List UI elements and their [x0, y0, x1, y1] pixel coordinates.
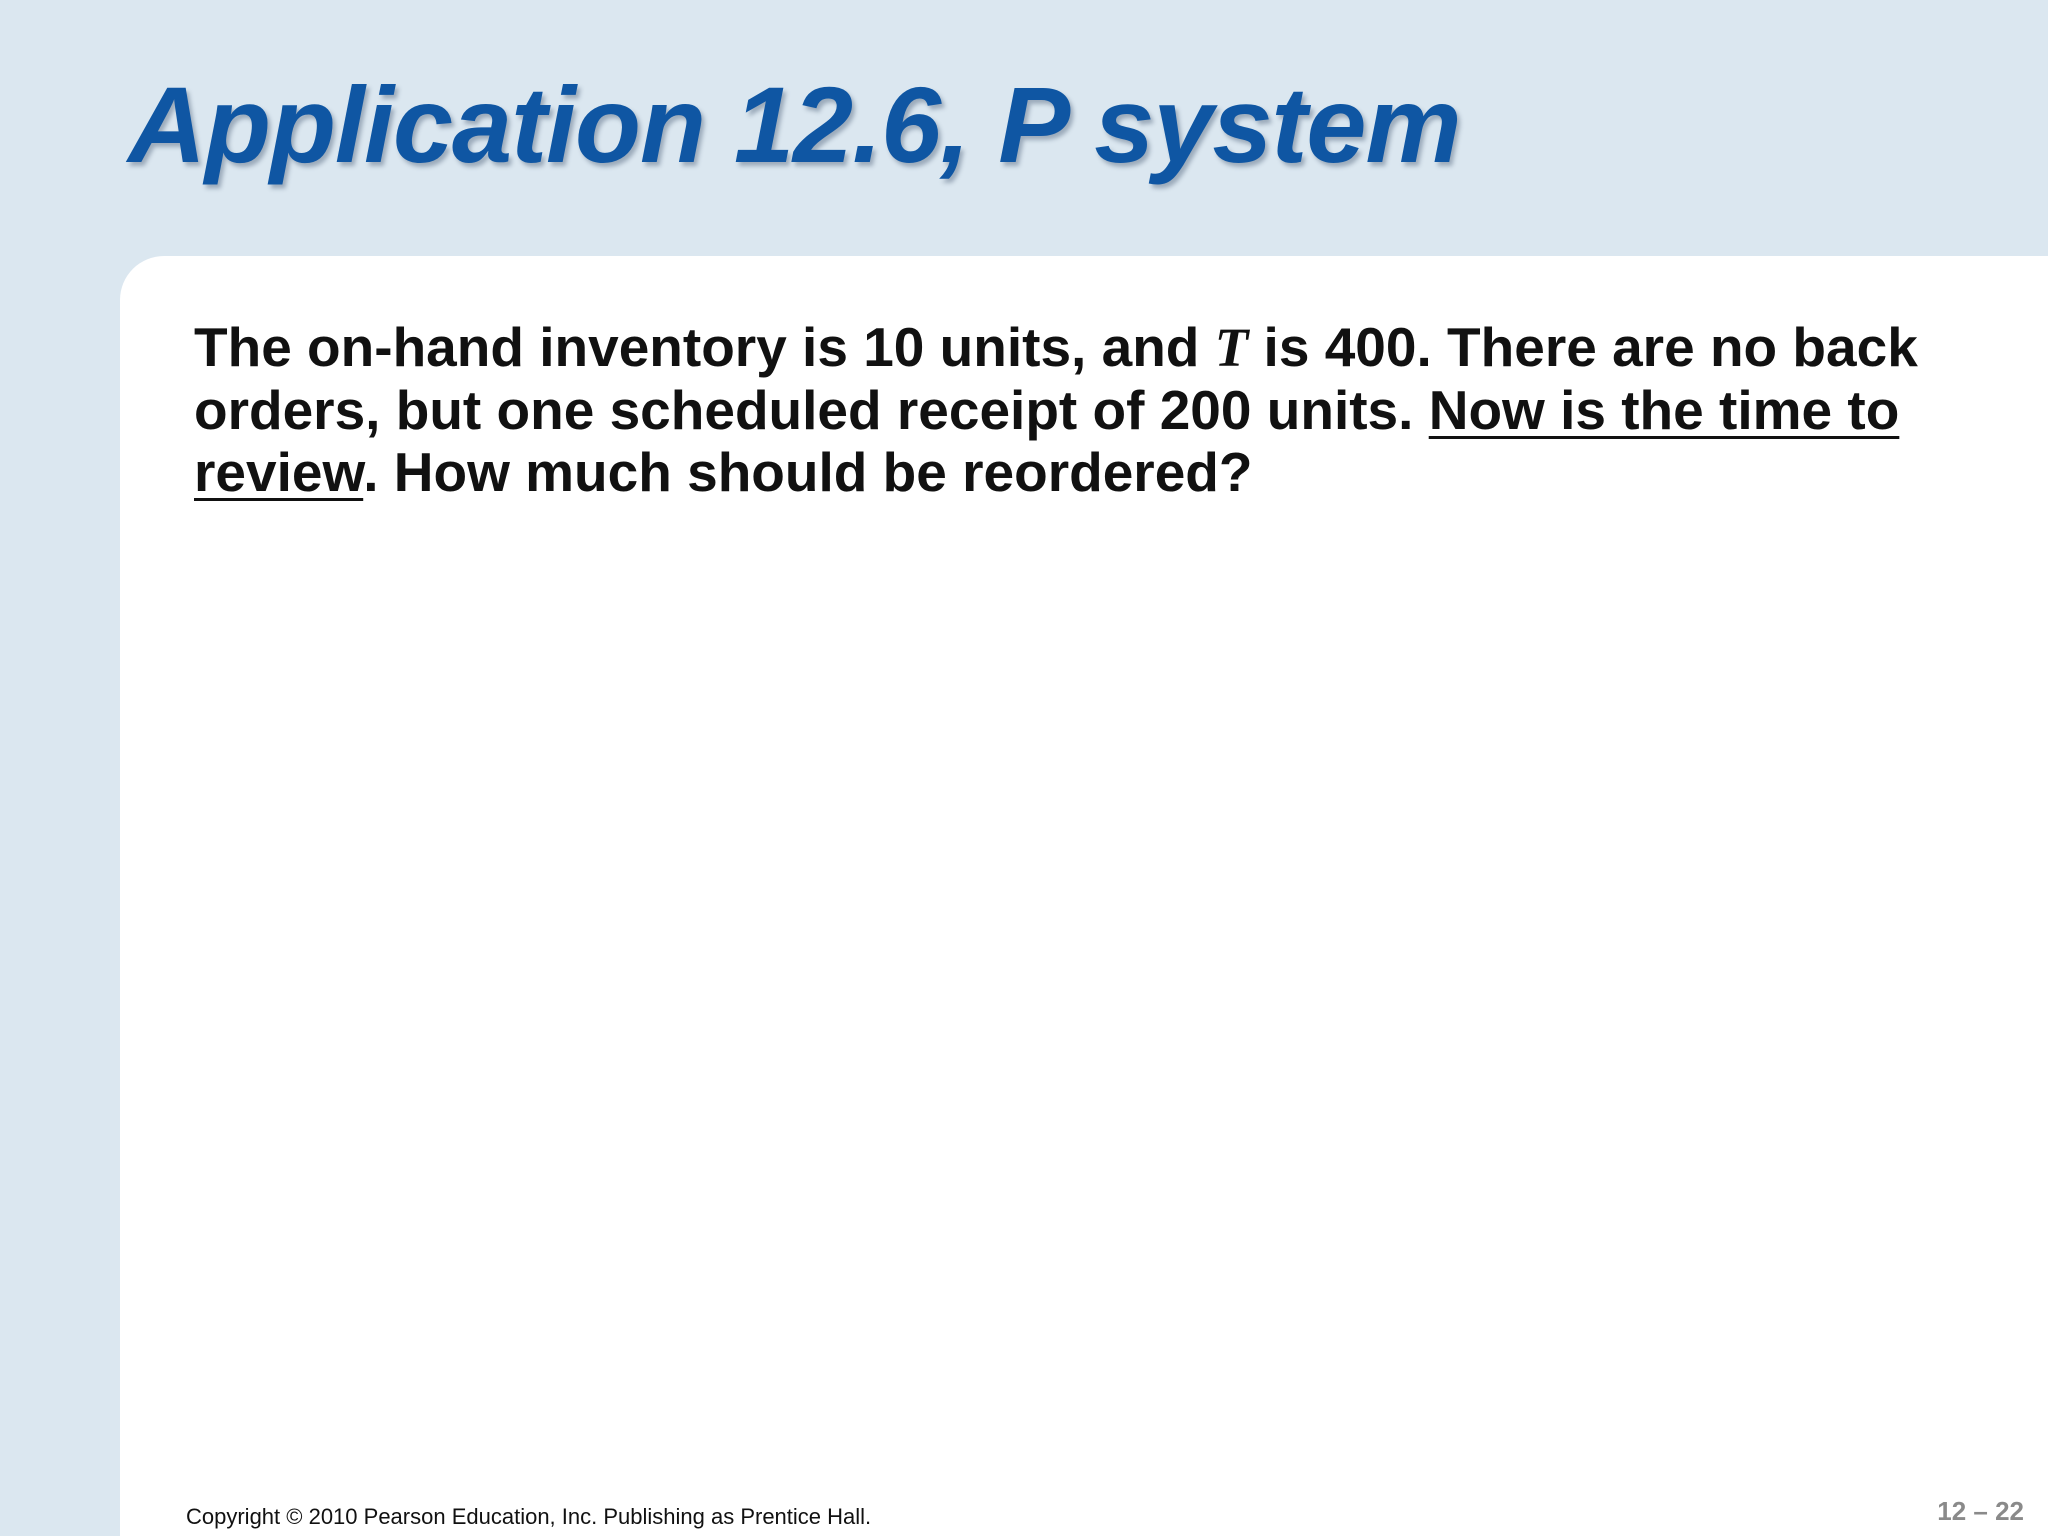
page-number: 12 – 22 [1937, 1496, 2024, 1526]
problem-text-part-3: . How much should be reordered? [363, 441, 1253, 503]
copyright-notice: Copyright © 2010 Pearson Education, Inc. Publishing as Prentice Hall. [186, 1504, 872, 1529]
problem-text-part-2: is 400. There are no back orders, but one scheduled receipt of 200 units. [194, 316, 1918, 441]
problem-statement [194, 316, 1954, 503]
underlined-review-phrase: Now is the time to review [194, 379, 1900, 503]
problem-text-part-1: The on-hand inventory is 10 units, and [194, 316, 1215, 378]
variable-t: T [1214, 317, 1249, 378]
slide-title: Application 12.6, P system [128, 64, 1461, 185]
